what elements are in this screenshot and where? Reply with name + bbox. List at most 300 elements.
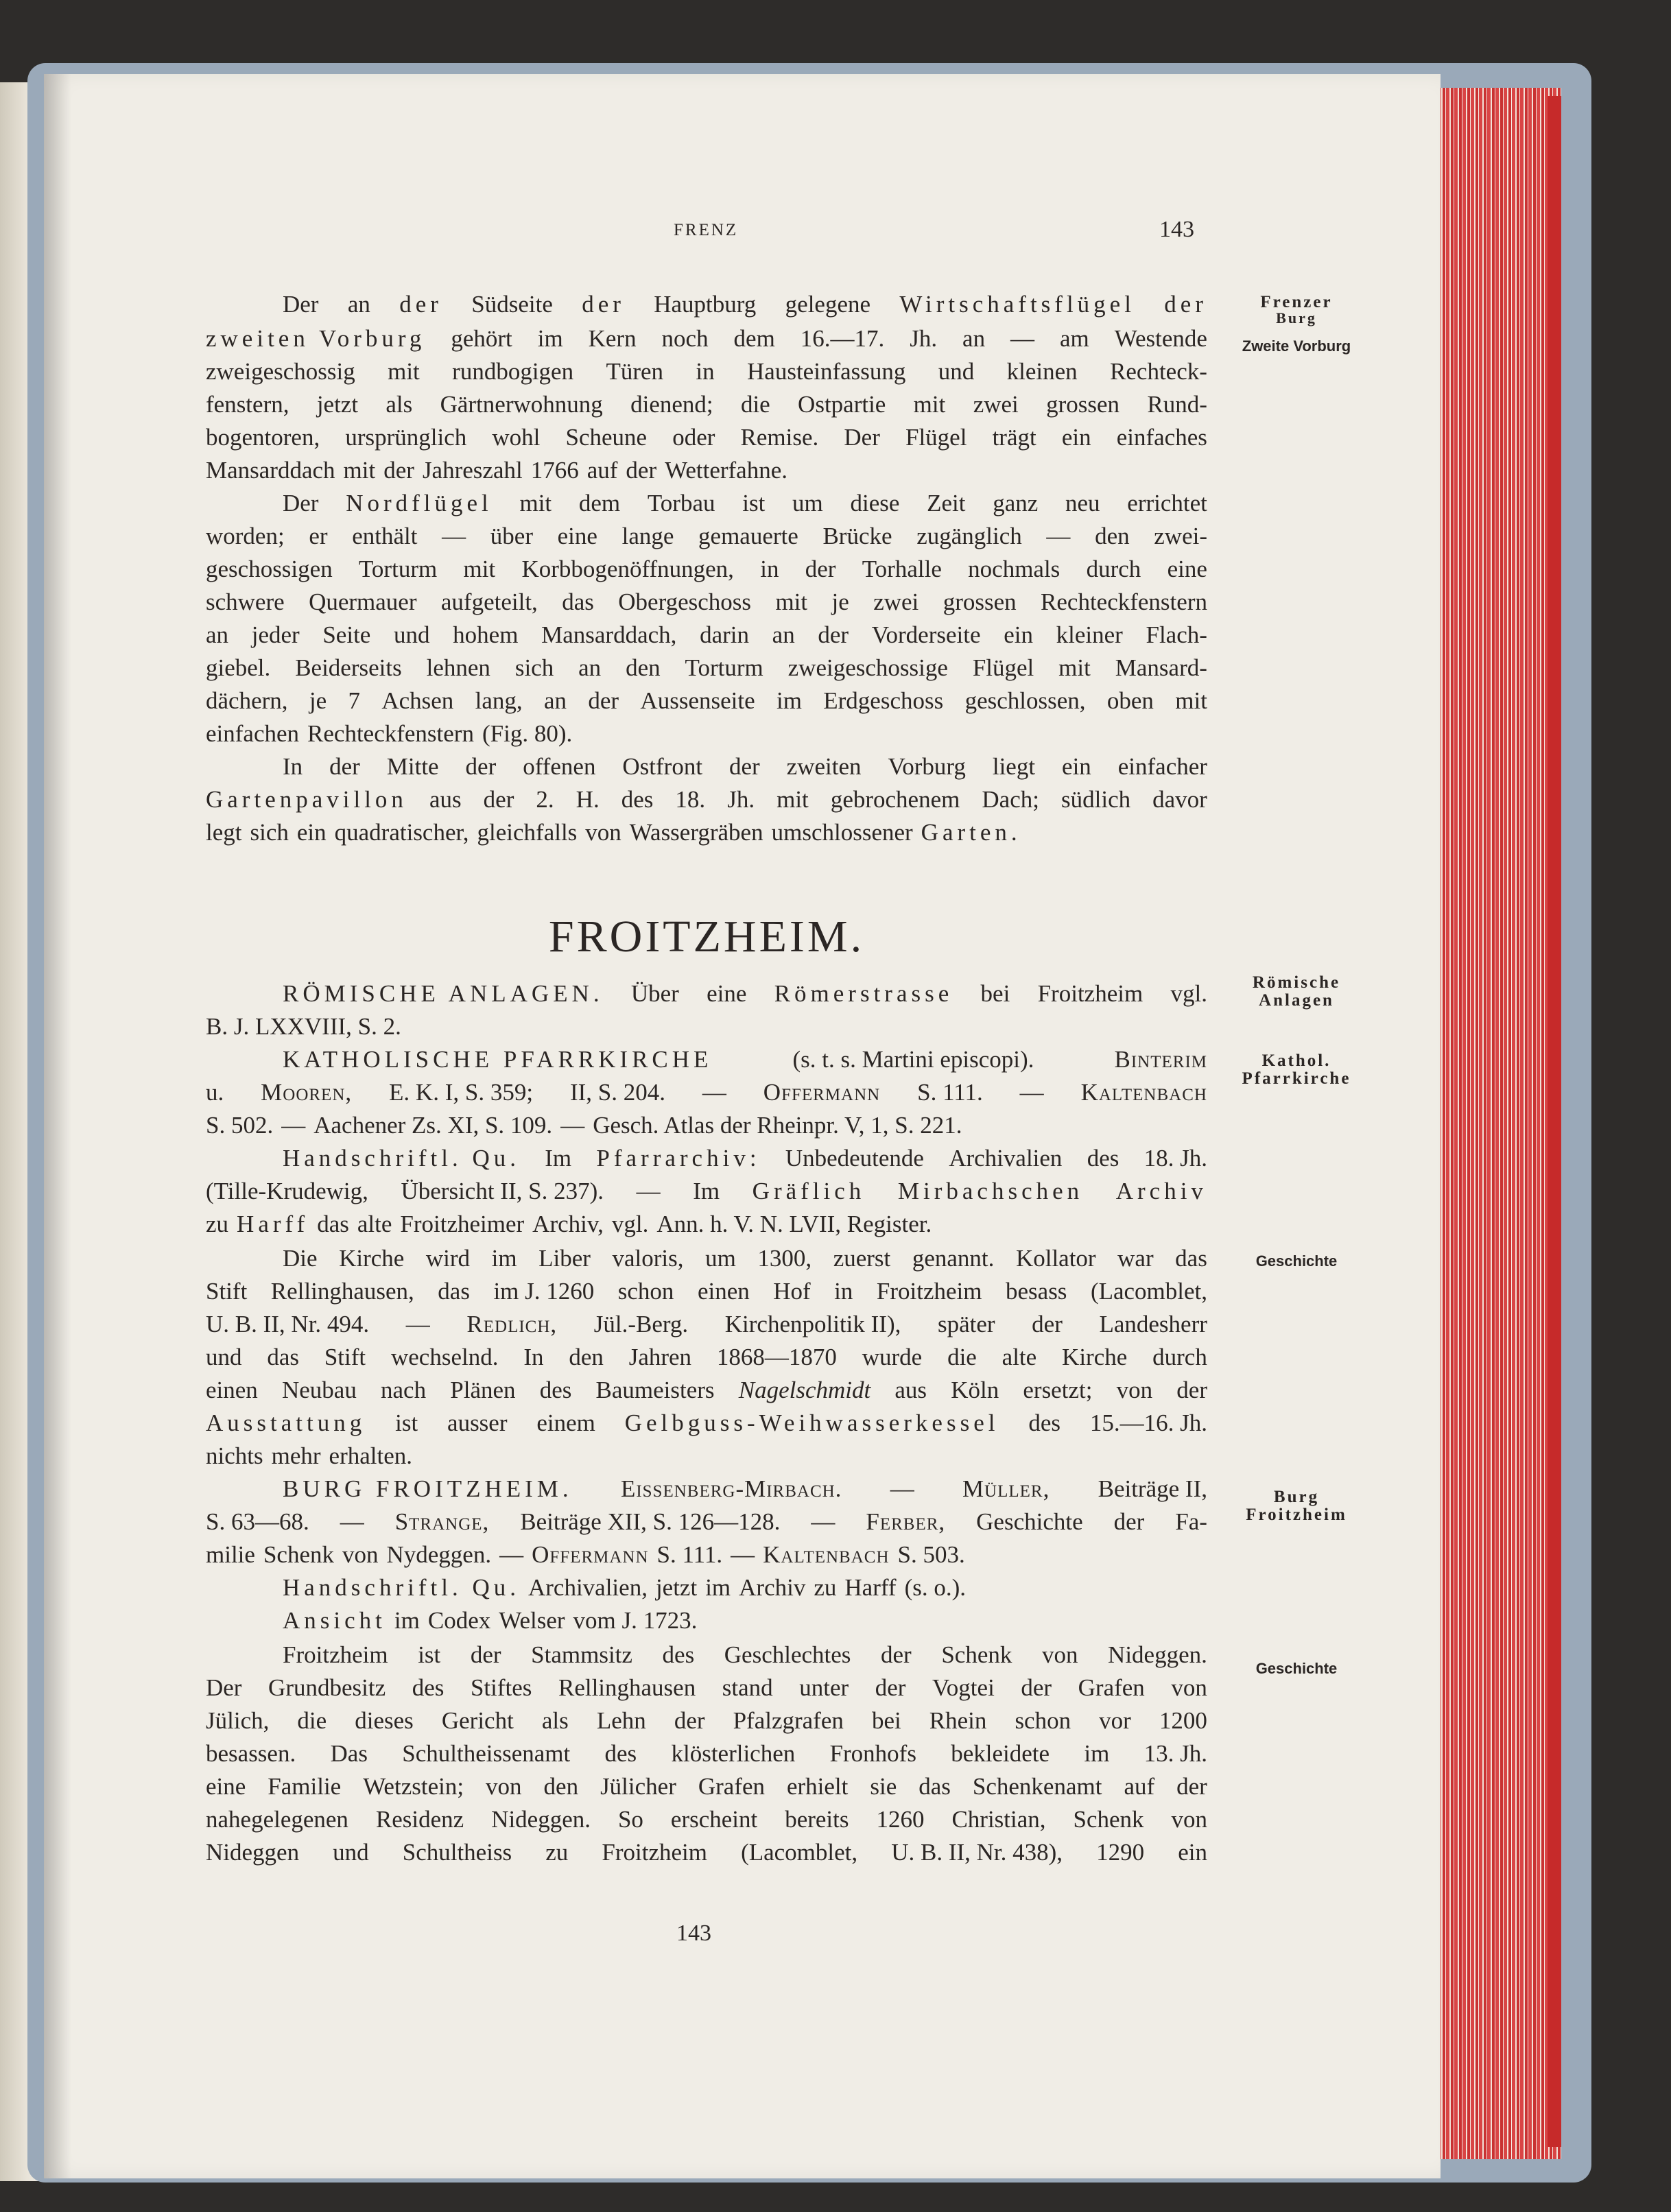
text-line [206,619,1207,652]
word: Pfalzgrafen [733,1707,844,1734]
word: S. 502. [206,1112,274,1139]
word: über [490,523,533,549]
word: Froitzheim [283,1641,388,1668]
word: trägt [992,424,1036,451]
word: quadratischer, [334,819,469,846]
margin-note-burg: Burg Froitzheim [1246,1488,1347,1524]
word: unter [799,1674,849,1701]
word: Archiv [1115,1178,1207,1204]
word: vgl. [611,1211,649,1237]
word: Rechteckfenstern [1041,588,1207,615]
word: Froitzheim [1037,980,1143,1007]
word: Mansard- [1115,654,1207,681]
word: einen [206,1377,258,1403]
word: Die [283,1245,318,1272]
word: milie [206,1541,255,1568]
text-line [206,816,1207,849]
text-line [206,1737,1207,1770]
margin-note-geschichte-2: Geschichte [1255,1660,1338,1677]
text-line [206,1538,1207,1571]
word: Archiv, [532,1211,604,1237]
word: dienend; [630,391,713,418]
word: dieses [355,1707,414,1734]
word: das [267,1344,299,1370]
word: der [1021,1674,1052,1701]
word: im [394,1607,420,1634]
word: giebel. [206,654,271,681]
word: So [617,1806,643,1833]
word: Jahren [628,1344,692,1370]
word: (Fig. 80). [482,720,573,747]
word: der [383,457,414,484]
word: des [1028,1410,1060,1436]
word: Nagelschmidt [738,1377,871,1403]
word: hohem [453,621,519,648]
word: auf [1124,1773,1155,1800]
word: — [890,1475,914,1502]
word: ein [1004,621,1033,648]
word: Fa- [1175,1508,1207,1535]
word: In [523,1344,544,1370]
word: durch [1086,556,1141,582]
text-line [206,586,1207,619]
word: das [562,588,594,615]
text-line [206,1770,1207,1803]
text-line [206,553,1207,586]
word: — [442,523,466,549]
word: Handschriftl. Qu. [283,1145,520,1172]
word: Rund- [1147,391,1207,418]
word: einen [697,1278,750,1305]
word: bei [871,1707,901,1734]
word: Landesherr [1099,1311,1207,1337]
word: nach [381,1377,427,1403]
word: der [588,687,619,714]
word: und [206,1344,242,1370]
word: der [329,753,360,780]
word: Quermauer [309,588,417,615]
word: bekleidete [951,1740,1050,1767]
word: schwere [206,588,285,615]
word: und [394,621,430,648]
word: Gärtnerwohnung [440,391,603,418]
word: ein [1178,1839,1207,1866]
page-block-edges [1438,88,1561,2159]
text-line [206,1010,1207,1043]
word: BURG FROITZHEIM. [283,1475,573,1502]
word: Archivalien [949,1145,1063,1172]
word: fenstern, [206,391,289,418]
word: — [405,1311,430,1337]
word: der [465,753,497,780]
word: Jül.-Berg. [593,1311,689,1337]
word: Eissenberg-Mirbach. [620,1475,842,1502]
word: Grafen [698,1773,765,1800]
word: Geschichte [976,1508,1083,1535]
red-page-edge [1548,96,1561,2147]
word: Scheune [565,424,648,451]
word: Unbedeutende [785,1145,924,1172]
word: Rechteck- [1110,358,1207,385]
word: am [1060,325,1089,352]
word: Welser [499,1607,565,1634]
word: Torturm [685,654,763,681]
word: Rellinghausen [558,1674,696,1701]
word: der [1032,1311,1063,1337]
word: aus [429,786,462,813]
word: jeder [251,621,300,648]
word: Der [283,291,319,318]
word: Vogtei [932,1674,995,1701]
word: 1260 [876,1806,925,1833]
text-line [206,1308,1207,1341]
word: — [560,1112,585,1139]
text-line [206,1374,1207,1407]
word: der [1176,1377,1207,1403]
word: Nideggen. [491,1806,591,1833]
word: im [705,1574,731,1601]
word: worden; [206,523,285,549]
word: genannt. [912,1245,995,1272]
text-line [206,1208,1207,1241]
word: Aussenseite [640,687,755,714]
word: südlich [1061,786,1131,813]
word: Über [630,980,679,1007]
word: den [569,1344,604,1370]
word: Residenz [375,1806,464,1833]
word: Garten. [921,819,1021,846]
word: neu [1065,490,1100,516]
word: Flügel [905,424,967,451]
word: Im [545,1145,572,1172]
word: Froitzheim [876,1278,982,1305]
word: je [309,687,327,714]
word: ein [296,819,327,846]
word: (Tille-Krudewig, [206,1178,368,1204]
word: Ann. h. V. N. LVII, Register. [656,1211,932,1237]
word: Mansarddach, [541,621,677,648]
word: besassen. [206,1740,296,1767]
word: (Lacomblet, [1090,1278,1207,1305]
word: lehnen [426,654,490,681]
word: Schenk [941,1641,1012,1668]
word: (s. t. s. Martini episcopi). [792,1046,1034,1073]
word: Im [693,1178,720,1204]
word: nahegelegenen [206,1806,348,1833]
word: Binterim [1114,1046,1207,1073]
word: mehr [271,1442,321,1469]
word: Rechteckfenstern [307,720,474,747]
word: Jülich, [206,1707,270,1734]
word: vor [1099,1707,1131,1734]
word: Kaltenbach [1080,1079,1207,1106]
word: mit [775,588,808,615]
word: Froitzheim [602,1839,707,1866]
word: Schenkenamt [972,1773,1102,1800]
section-title: FROITZHEIM. [548,912,865,962]
word: Gesch. Atlas der Rheinpr. V, 1, S. 221. [593,1112,962,1139]
word: in [760,556,779,582]
word: der [1113,1508,1145,1535]
word: Stiftes [470,1674,532,1701]
word: 15.—16. Jh. [1089,1410,1207,1436]
word: liegt [992,753,1036,780]
word: einfaches [1116,424,1207,451]
word: Offermann [763,1079,881,1106]
word: Lehn [596,1707,646,1734]
word: B. J. LXXVIII, S. 2. [206,1013,401,1040]
margin-note-zweite-vorburg: Zweite Vorburg [1242,337,1351,355]
word: Harff [237,1211,309,1237]
word: erhalten. [329,1442,412,1469]
word: einfacher [1117,753,1207,780]
word: ersetzt; [1023,1377,1093,1403]
word: Handschriftl. Qu. [283,1574,520,1601]
word: Jh. [727,786,755,813]
word: In [283,753,303,780]
word: mit [777,786,809,813]
word: eine [206,1773,246,1800]
word: Wetterfahne. [665,457,787,484]
word: erhielt [786,1773,849,1800]
word: Beiträge II, [1098,1475,1207,1502]
word: er [309,523,328,549]
word: der [875,1674,906,1701]
word: S. 503. [897,1541,965,1568]
word: des [621,786,654,813]
word: wird [425,1245,471,1272]
text-line [206,1109,1207,1142]
text-line [206,1803,1207,1836]
word: Gartenpavillon [206,786,407,813]
word: Archiv [739,1574,806,1601]
word: des [539,1377,572,1403]
word: Plänen [450,1377,516,1403]
word: geschossigen [206,556,333,582]
word: dem [578,490,621,516]
word: der [626,457,657,484]
text-line [206,1704,1207,1737]
word: Torhalle [862,556,942,582]
word: mit [1058,654,1091,681]
word: diese [850,490,900,516]
word: zugänglich [916,523,1022,549]
word: mit [343,457,376,484]
word: eine [707,980,747,1007]
text-line [206,1440,1207,1473]
text-line [206,1506,1207,1538]
word: der [881,1641,912,1668]
word: u. [206,1079,224,1106]
word: zu [545,1839,569,1866]
word: 1766 [530,457,579,484]
word: Ostfront [622,753,703,780]
word: den [626,654,661,681]
text-line [206,520,1207,553]
word: von [1171,1806,1207,1833]
word: Strange, [394,1508,490,1535]
word: grossen [1046,391,1120,418]
word: Köln [951,1377,999,1403]
word: ausser [447,1410,508,1436]
word: Seite [322,621,371,648]
word: Ferber, [866,1508,946,1535]
word: kleiner [1056,621,1123,648]
word: klösterlichen [671,1740,796,1767]
word: der [582,291,625,318]
word: grossen [943,588,1017,615]
word: legt [206,819,242,846]
word: Der [283,490,319,516]
word: KATHOLISCHE PFARRKIRCHE [283,1046,713,1073]
word: Obergeschoss [618,588,752,615]
text-line [206,1175,1207,1208]
word: die [297,1707,327,1734]
word: mit [1175,687,1207,714]
word: wechselnd. [390,1344,499,1370]
word: — [731,1541,755,1568]
word: Neubau [281,1377,357,1403]
word: an [206,621,229,648]
word: Familie [268,1773,342,1800]
word: Römerstrasse [774,980,953,1007]
header-page-number: 143 [1159,217,1194,242]
word: 18. [675,786,706,813]
word: ist [418,1641,441,1668]
word: eine [1167,556,1207,582]
word: 1290 [1096,1839,1145,1866]
word: eine [557,523,597,549]
word: zwei [873,588,919,615]
word: U. B. II, Nr. 494. [206,1311,370,1337]
word: Archivalien, [528,1574,648,1601]
word: an [578,654,602,681]
text-line [283,1242,1207,1275]
text-line [206,783,1207,816]
word: das [438,1278,470,1305]
running-title: FRENZ [674,221,739,239]
word: Hausteinfassung [747,358,906,385]
word: S. 111. [656,1541,723,1568]
word: vgl. [1170,980,1207,1007]
word: gehört [451,325,512,352]
word: dächern, [206,687,288,714]
word: Jahreszahl [422,457,523,484]
word: 16.—17. [800,325,885,352]
word: Vorburg [888,753,966,780]
word: Aachener Zs. XI, S. 109. [313,1112,553,1139]
word: Dach; [982,786,1039,813]
word: errichtet [1127,490,1207,516]
word: (s. o.). [904,1574,966,1601]
word: von [486,1773,522,1800]
text-line [206,1341,1207,1374]
word: vom J. 1723. [573,1607,698,1634]
word: Ansicht [283,1607,386,1634]
word: — [1019,1079,1044,1106]
word: Wirtschaftsflügel [899,291,1135,318]
text-line [283,487,1207,520]
word: Grundbesitz [268,1674,386,1701]
word: 1300, [757,1245,812,1272]
word: Das [330,1740,368,1767]
word: mit [388,358,420,385]
word: 1200 [1159,1707,1207,1734]
word: des [662,1641,695,1668]
word: Mansarddach [206,457,335,484]
word: Kollator [1015,1245,1096,1272]
word: Schultheissenamt [402,1740,571,1767]
word: wurde [862,1344,923,1370]
word: — [281,1112,306,1139]
word: Korbbogenöffnungen, [521,556,734,582]
word: der [674,1707,705,1734]
word: des [1087,1145,1119,1172]
word: zu [814,1574,837,1601]
word: besass [1006,1278,1067,1305]
word: Pfarrarchiv: [596,1145,761,1172]
word: Der [206,1674,242,1701]
word: Flügel [972,654,1034,681]
word: Hauptburg [654,291,757,318]
word: — [702,1079,726,1106]
word: Froitzheimer [400,1211,525,1237]
word: sie [870,1773,897,1800]
word: gleichfalls [477,819,578,846]
word: S. 111. [917,1079,983,1106]
word: der [399,291,442,318]
text-line [206,717,1207,750]
margin-note-geschichte-1: Geschichte [1255,1252,1338,1270]
word: noch [661,325,709,352]
word: wohl [492,424,541,451]
word: einem [536,1410,595,1436]
word: im [537,325,563,352]
word: die [740,391,770,418]
word: auf [586,457,618,484]
word: bereits [785,1806,849,1833]
text-line [283,288,1207,321]
word: schon [1015,1707,1071,1734]
word: Jh. [910,325,938,352]
word: Geschlechtes [724,1641,851,1668]
word: um [792,490,823,516]
word: im [1084,1740,1110,1767]
word: ein [1061,424,1091,451]
word: sich [250,819,289,846]
word: einfachen [206,720,300,747]
word: Kaltenbach [763,1541,890,1568]
word: Türen [606,358,664,385]
word: stand [722,1674,773,1701]
margin-note-kathol: Kathol. Pfarrkirche [1242,1051,1351,1088]
word: in [834,1278,853,1305]
word: aus [894,1377,927,1403]
word: war [1117,1245,1154,1272]
text-line [283,1043,1207,1076]
word: Liber [538,1245,591,1272]
word: E. K. I, S. 359; [389,1079,534,1106]
word: in [696,358,715,385]
word: nochmals [968,556,1060,582]
word: an [962,325,986,352]
word: des [604,1740,637,1767]
text-line [206,355,1207,388]
word: — [340,1508,364,1535]
word: von [1116,1377,1153,1403]
word: — [811,1508,836,1535]
word: Zeit [927,490,966,516]
